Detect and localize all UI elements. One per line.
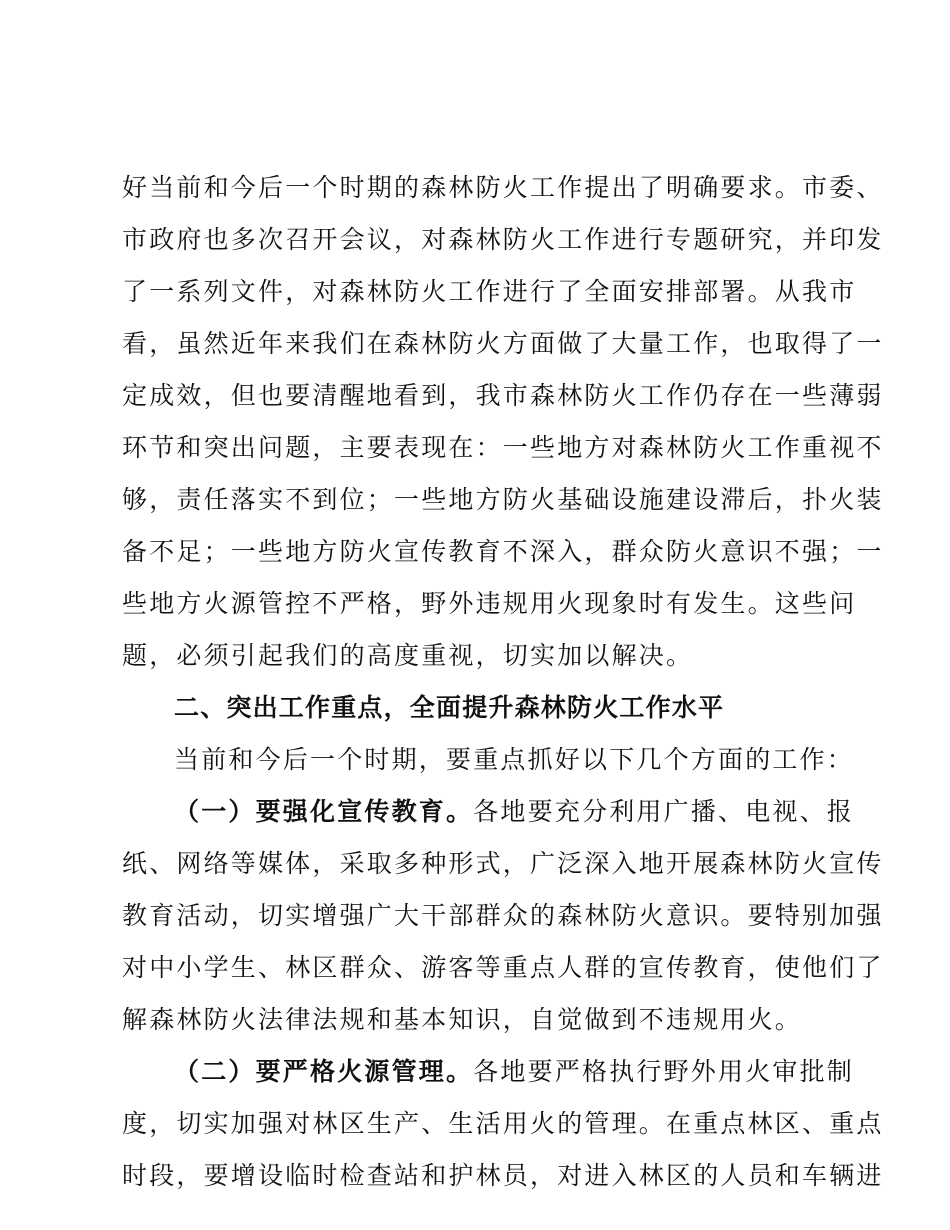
document-body: [122, 162, 884, 1202]
paragraph-line: 定成效，但也要清醒地看到，我市森林防火工作仍存在一些薄弱: [122, 381, 884, 410]
paragraph-line: 了一系列文件，对森林防火工作进行了全面安排部署。从我市: [122, 277, 857, 306]
intro-line: 当前和今后一个时期，要重点抓好以下几个方面的工作：: [174, 745, 855, 774]
paragraph-line: 解森林防火法律法规和基本知识，自觉做到不违规用火。: [122, 1005, 803, 1034]
paragraph-fire-source-management: [122, 1046, 884, 1202]
paragraph-line: 市政府也多次召开会议，对森林防火工作进行专题研究，并印发: [122, 225, 884, 254]
paragraph-line: 看，虽然近年来我们在森林防火方面做了大量工作，也取得了一: [122, 329, 884, 358]
paragraph-line: 对中小学生、林区群众、游客等重点人群的宣传教育，使他们了: [122, 953, 884, 982]
paragraph-line: 环节和突出问题，主要表现在：一些地方对森林防火工作重视不: [122, 433, 884, 462]
paragraph-publicity-education: [122, 786, 884, 1046]
paragraph-line: 够，责任落实不到位；一些地方防火基础设施建设滞后，扑火装: [122, 485, 884, 514]
paragraph-forest-fire-situation: [122, 162, 884, 682]
paragraph-line: 时段，要增设临时检查站和护林员，对进入林区的人员和车辆进: [122, 1161, 884, 1190]
paragraph-line: 题，必须引起我们的高度重视，切实加以解决。: [122, 641, 694, 670]
paragraph-first-line: [122, 1046, 855, 1098]
paragraph-line: 纸、网络等媒体，采取多种形式，广泛深入地开展森林防火宣传: [122, 849, 884, 878]
paragraph-line: 度，切实加强对林区生产、生活用火的管理。在重点林区、重点: [122, 1109, 884, 1138]
paragraph-line: 教育活动，切实增强广大干部群众的森林防火意识。要特别加强: [122, 901, 884, 930]
paragraph-text: 各地要充分利用广播、电视、报: [473, 797, 855, 826]
paragraph-line: 备不足；一些地方防火宣传教育不深入，群众防火意识不强；一: [122, 537, 884, 566]
paragraph-line: 好当前和今后一个时期的森林防火工作提出了明确要求。市委、: [122, 173, 884, 202]
paragraph-first-line: [122, 786, 855, 838]
paragraph-text: 各地要严格执行野外用火审批制: [473, 1057, 855, 1086]
subsection-title: （一）要强化宣传教育。: [174, 797, 474, 826]
paragraph-line: 些地方火源管控不严格，野外违规用火现象时有发生。这些问: [122, 589, 857, 618]
section-heading: 二、突出工作重点，全面提升森林防火工作水平: [174, 693, 725, 722]
subsection-title: （二）要严格火源管理。: [174, 1057, 474, 1086]
